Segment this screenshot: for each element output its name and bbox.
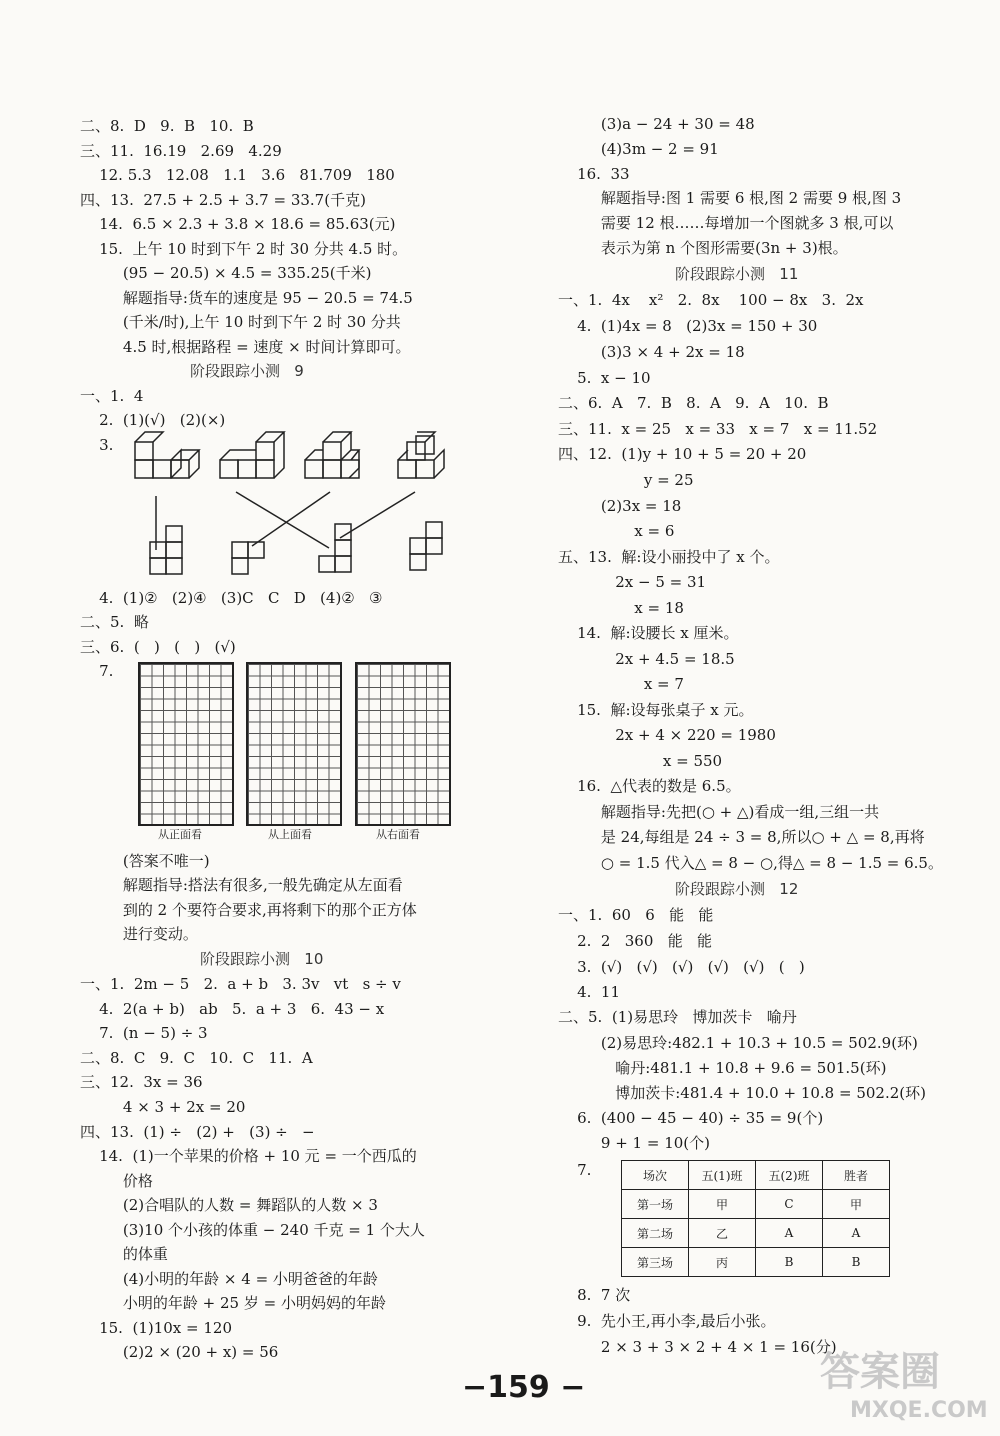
result-table	[621, 1160, 890, 1277]
line: 解题指导:货车的速度是 95 − 20.5 = 74.5	[80, 289, 413, 307]
table-cell: C	[756, 1190, 823, 1219]
line: (3)10 个小孩的体重 − 240 千克 = 1 个大人	[80, 1221, 425, 1239]
line: (千米/时),上午 10 时到下午 2 时 30 分共	[80, 313, 401, 331]
line: 到的 2 个要符合要求,再将剩下的那个正方体	[80, 901, 417, 919]
table-cell: 第三场	[622, 1248, 689, 1277]
line: 三、12. 3x = 36	[80, 1073, 203, 1091]
line: 4. 2(a + b) ab 5. a + 3 6. 43 − x	[80, 1000, 385, 1018]
line: 二、5. 略	[80, 613, 149, 631]
line: (4)3m − 2 = 91	[558, 140, 719, 158]
line: 表示为第 n 个图形需要(3n + 3)根。	[558, 239, 848, 257]
line: (3)a − 24 + 30 = 48	[558, 115, 755, 133]
line: 2x + 4 × 220 = 1980	[558, 726, 776, 744]
line: 三、11. 16.19 2.69 4.29	[80, 142, 282, 160]
line: 4.5 时,根据路程 = 速度 × 时间计算即可。	[80, 338, 411, 356]
line: 喻丹:481.1 + 10.8 + 9.6 = 501.5(环)	[558, 1059, 887, 1077]
line: 7. (n − 5) ÷ 3	[80, 1024, 208, 1042]
watermark-url: MXQE.COM	[850, 1398, 988, 1423]
line: x = 6	[558, 522, 675, 540]
line: 15. (1)10x = 120	[80, 1319, 232, 1337]
section-heading: 阶段跟踪小测 11	[675, 265, 799, 283]
section-heading: 阶段跟踪小测 9	[190, 362, 304, 380]
grid-caption: 从正面看	[158, 828, 202, 841]
line: 16. 33	[558, 165, 630, 183]
line: 6. (400 − 45 − 40) ÷ 35 = 9(个)	[558, 1109, 824, 1127]
line: 8. 7 次	[558, 1286, 631, 1304]
grid-caption: 从上面看	[268, 828, 312, 841]
cube-shape	[398, 432, 444, 478]
line: 解题指导:图 1 需要 6 根,图 2 需要 9 根,图 3	[558, 189, 902, 207]
match-line	[252, 492, 330, 546]
line: 2. 2 360 能 能	[558, 932, 713, 950]
line: 一、1. 4	[80, 387, 144, 405]
section-heading: 阶段跟踪小测 10	[200, 950, 324, 968]
match-line	[340, 492, 415, 538]
line: (2)易思玲:482.1 + 10.3 + 10.5 = 502.9(环)	[558, 1034, 918, 1052]
table-cell: A	[756, 1219, 823, 1248]
line: 2x + 4.5 = 18.5	[558, 650, 735, 668]
line: 四、13. (1) ÷ (2) + (3) ÷ −	[80, 1123, 315, 1141]
line: 一、1. 2m − 5 2. a + b 3. 3v vt s ÷ v	[80, 975, 401, 993]
line: 五、13. 解:设小丽投中了 x 个。	[558, 548, 780, 566]
section-heading: 阶段跟踪小测 12	[675, 880, 799, 898]
table-cell: A	[823, 1219, 890, 1248]
line: 四、13. 27.5 + 2.5 + 3.7 = 33.7(千克)	[80, 191, 366, 209]
table-cell: 第二场	[622, 1219, 689, 1248]
line: x = 18	[558, 599, 684, 617]
line: 一、1. 60 6 能 能	[558, 906, 714, 924]
line: 解题指导:搭法有很多,一般先确定从左面看	[80, 876, 403, 894]
line: 需要 12 根……每增加一个图就多 3 根,可以	[558, 214, 894, 232]
line: 7.	[80, 662, 114, 680]
line: 15. 上午 10 时到下午 2 时 30 分共 4.5 时。	[80, 240, 408, 258]
line: 16. △代表的数是 6.5。	[558, 777, 741, 795]
line: 的体重	[80, 1245, 168, 1263]
table-cell: 甲	[823, 1190, 890, 1219]
line: 解题指导:先把(○ + △)看成一组,三组一共	[558, 803, 880, 821]
line: 4. (1)4x = 8 (2)3x = 150 + 30	[558, 317, 818, 335]
line: (3)3 × 4 + 2x = 18	[558, 343, 745, 361]
line: y = 25	[558, 471, 694, 489]
view-shape	[232, 542, 264, 574]
line: 3. (√) (√) (√) (√) (√) ( )	[558, 958, 805, 976]
line: 三、11. x = 25 x = 33 x = 7 x = 11.52	[558, 420, 878, 438]
line: 5. x − 10	[558, 369, 651, 387]
grid-caption: 从右面看	[376, 828, 420, 841]
match-line	[236, 492, 329, 548]
line: 2 × 3 + 3 × 2 + 4 × 1 = 16(分)	[558, 1338, 837, 1356]
line: 3.	[80, 436, 114, 454]
line: 是 24,每组是 24 ÷ 3 = 8,所以○ + △ = 8,再将	[558, 828, 925, 846]
line: (2)3x = 18	[558, 497, 682, 515]
line: 4. (1)② (2)④ (3)C C D (4)② ③	[80, 589, 383, 607]
table-cell: 五(2)班	[756, 1161, 823, 1190]
line: (4)小明的年龄 × 4 = 小明爸爸的年龄	[80, 1270, 378, 1288]
table-cell: 甲	[689, 1190, 756, 1219]
line: (答案不唯一)	[80, 852, 210, 870]
line: ○ = 1.5 代入△ = 8 − ○,得△ = 8 − 1.5 = 6.5。	[558, 854, 943, 872]
line: 7.	[558, 1161, 592, 1179]
view-shape	[410, 522, 442, 570]
line: (2)2 × (20 + x) = 56	[80, 1343, 279, 1361]
table-cell: 丙	[689, 1248, 756, 1277]
line: 一、1. 4x x² 2. 8x 100 − 8x 3. 2x	[558, 291, 864, 309]
line: 2x − 5 = 31	[558, 573, 707, 591]
line: x = 550	[558, 752, 723, 770]
line: 二、6. A 7. B 8. A 9. A 10. B	[558, 394, 829, 412]
line: 4 × 3 + 2x = 20	[80, 1098, 246, 1116]
view-shape	[319, 524, 351, 572]
line: 进行变动。	[80, 925, 198, 943]
line: 9. 先小王,再小李,最后小张。	[558, 1312, 776, 1330]
table-cell: B	[756, 1248, 823, 1277]
table-cell: B	[823, 1248, 890, 1277]
line: 小明的年龄 + 25 岁 = 小明妈妈的年龄	[80, 1294, 386, 1312]
line: 二、8. C 9. C 10. C 11. A	[80, 1049, 313, 1067]
line: x = 7	[558, 675, 684, 693]
line: 14. (1)一个苹果的价格 + 10 元 = 一个西瓜的	[80, 1147, 417, 1165]
line: 14. 解:设腰长 x 厘米。	[558, 624, 739, 642]
line: 三、6. ( ) ( ) (√)	[80, 638, 236, 656]
table-cell: 场次	[622, 1161, 689, 1190]
line: (95 − 20.5) × 4.5 = 335.25(千米)	[80, 264, 372, 282]
line: 博加茨卡:481.4 + 10.0 + 10.8 = 502.2(环)	[558, 1084, 926, 1102]
cube-shape	[305, 432, 359, 478]
line: 4. 11	[558, 983, 621, 1001]
view-grid	[246, 662, 342, 826]
view-grid	[138, 662, 234, 826]
line: 二、5. (1)易思玲 博加茨卡 喻丹	[558, 1008, 797, 1026]
watermark-logo: 答案圈	[820, 1349, 940, 1395]
cube-matching-figure	[130, 430, 460, 585]
view-grid	[355, 662, 451, 826]
cube-shape	[135, 432, 199, 478]
cube-shape	[220, 432, 284, 478]
line: (2)合唱队的人数 = 舞蹈队的人数 × 3	[80, 1196, 378, 1214]
table-cell: 乙	[689, 1219, 756, 1248]
line: 四、12. (1)y + 10 + 5 = 20 + 20	[558, 445, 807, 463]
line: 15. 解:设每张桌子 x 元。	[558, 701, 754, 719]
line: 12. 5.3 12.08 1.1 3.6 81.709 180	[80, 166, 395, 184]
page-number: −159 −	[462, 1370, 586, 1405]
table-cell: 第一场	[622, 1190, 689, 1219]
line: 二、8. D 9. B 10. B	[80, 117, 254, 135]
line: 价格	[80, 1172, 153, 1190]
table-cell: 胜者	[823, 1161, 890, 1190]
line: 9 + 1 = 10(个)	[558, 1134, 710, 1152]
table-cell: 五(1)班	[689, 1161, 756, 1190]
line: 14. 6.5 × 2.3 + 3.8 × 18.6 = 85.63(元)	[80, 215, 396, 233]
view-shape	[150, 526, 182, 574]
line: 2. (1)(√) (2)(×)	[80, 411, 226, 429]
